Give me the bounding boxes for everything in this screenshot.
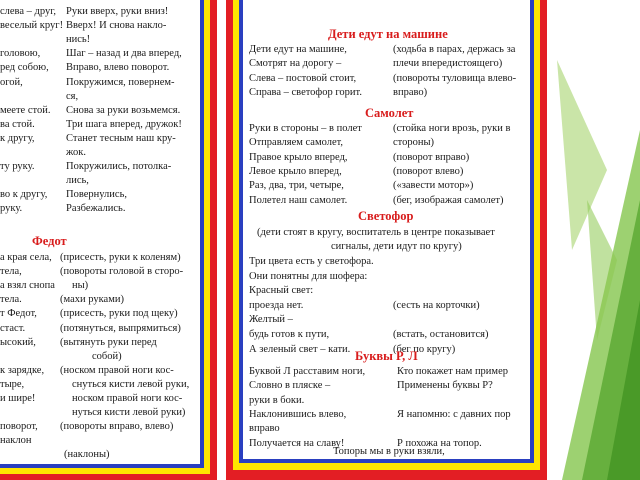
poem-line: ся, bbox=[66, 90, 79, 102]
movement-line: (ходьба в парах, держась за bbox=[393, 44, 516, 55]
poem-line: Покружились, потолка- bbox=[66, 161, 172, 173]
section-title-letters: Буквы Р, Л bbox=[355, 349, 418, 363]
poem-line: Левое крыло вперед, bbox=[249, 165, 342, 177]
poem-line: слева – друг, bbox=[0, 6, 56, 17]
poem-line: Отправляем самолет, bbox=[249, 137, 344, 149]
movement-line: (поворот влево) bbox=[393, 165, 464, 177]
poem-line: Правое крыло вперед, bbox=[249, 151, 348, 163]
poem-line: Три цвета есть у светофора. bbox=[249, 256, 374, 267]
poem-line: нись! bbox=[66, 34, 91, 46]
poem-line: Руки в стороны – в полет bbox=[249, 123, 362, 134]
poem-line: Словно в пляске – bbox=[249, 380, 331, 392]
poem-line: ысокий, bbox=[0, 336, 36, 348]
poem-line: веселый круг! bbox=[0, 20, 64, 32]
poem-line: лись, bbox=[66, 175, 89, 187]
poem-line: т Федот, bbox=[0, 308, 37, 320]
poem-line: проезда нет. bbox=[249, 299, 304, 311]
poem-line: руки в боки. bbox=[249, 394, 305, 406]
poem-line: Станет тесным наш кру- bbox=[66, 132, 176, 144]
movement-line: (махи руками) bbox=[60, 294, 124, 306]
poem-line: тела. bbox=[0, 294, 22, 306]
poem-line: Вверх! И снова накло- bbox=[66, 20, 167, 32]
poem-line: будь готов к пути, bbox=[249, 329, 330, 340]
movement-line: (встать, остановится) bbox=[393, 329, 489, 340]
poem-line: Снова за руки возьмемся. bbox=[66, 104, 181, 116]
poem-line: головою, bbox=[0, 48, 41, 60]
poem-line: тыре, bbox=[0, 378, 25, 390]
poem-line: Руки вверх, руки вниз! bbox=[66, 6, 169, 17]
poem-line: Справа – светофор горит. bbox=[249, 86, 362, 98]
poem-line: поворот, bbox=[0, 421, 38, 433]
fedot-title: Федот bbox=[32, 234, 67, 248]
movement-line: (присесть, руки к коленям) bbox=[60, 252, 181, 263]
movement-line: («завести мотор») bbox=[393, 180, 474, 192]
movement-line: (поворот вправо) bbox=[393, 151, 470, 163]
poem-line: Три шага вперед, дружок! bbox=[66, 118, 182, 130]
movement-line: снуться кисти левой руки, bbox=[72, 378, 190, 390]
section-title-plane: Самолет bbox=[365, 106, 414, 120]
poem-line: Шаг – назад и два вперед, bbox=[66, 48, 182, 60]
poem-line: ред собою, bbox=[0, 62, 49, 74]
poem-line: ту руку. bbox=[0, 161, 35, 173]
poem-line: а края села, bbox=[0, 252, 52, 263]
poem-line: наклон bbox=[0, 435, 32, 447]
movement-line: Применены буквы Р? bbox=[397, 380, 493, 392]
poem-line: Желтый – bbox=[249, 314, 293, 326]
poem-line: Покружимся, повернем- bbox=[66, 76, 175, 88]
movement-line: (наклоны) bbox=[64, 449, 110, 461]
instruction-line: сигналы, дети идут по кругу) bbox=[331, 241, 462, 252]
movement-line: Я напомню: с давних пор bbox=[397, 408, 511, 420]
section-letters-last-line: Топоры мы в руки взяли, bbox=[333, 446, 445, 457]
poem-line: Слева – постовой стоит, bbox=[249, 72, 357, 84]
poem-line: ва стой. bbox=[0, 118, 35, 130]
poem-line: Дети едут на машине, bbox=[249, 44, 347, 55]
movement-line: (сесть на корточки) bbox=[393, 299, 480, 311]
poem-line: к зарядке, bbox=[0, 364, 45, 376]
poem-line: вправо bbox=[249, 423, 280, 435]
poem-line: Разбежались. bbox=[66, 203, 126, 215]
movement-line: (повороты туловища влево- bbox=[393, 72, 517, 84]
poem-line: к другу, bbox=[0, 132, 35, 144]
poem-line: и шире! bbox=[0, 393, 36, 404]
poem-line: руку. bbox=[0, 203, 23, 215]
left-card-paper bbox=[0, 0, 200, 464]
movement-line: носком правой ноги кос- bbox=[72, 393, 183, 404]
section-title-car: Дети едут на машине bbox=[328, 27, 448, 41]
movement-line: вправо) bbox=[393, 86, 428, 98]
poem-line: стаст. bbox=[0, 322, 26, 334]
poem-line: Красный свет: bbox=[249, 285, 314, 297]
left-rhyme-card bbox=[0, 0, 217, 480]
movement-line: (бег, изображая самолет) bbox=[393, 194, 504, 206]
poem-line: Вправо, влево поворот. bbox=[66, 62, 170, 74]
movement-line: Кто покажет нам пример bbox=[397, 366, 508, 377]
instruction-line: (дети стоят в кругу, воспитатель в центре показывает bbox=[257, 227, 495, 238]
poem-line: Раз, два, три, четыре, bbox=[249, 180, 344, 192]
poem-line: А зеленый свет – кати. bbox=[249, 343, 351, 355]
poem-line: Полетел наш самолет. bbox=[249, 194, 348, 206]
poem-line: тела, bbox=[0, 266, 22, 278]
poem-line: во к другу, bbox=[0, 189, 48, 201]
poem-line: жок. bbox=[66, 147, 86, 158]
movement-line: (стойка ноги врозь, руки в bbox=[393, 123, 511, 134]
movement-line: стороны) bbox=[393, 137, 435, 149]
movement-line: (присесть, руки под щеку) bbox=[60, 308, 178, 320]
right-rhyme-card bbox=[226, 0, 547, 480]
movement-line: (вытянуть руки перед bbox=[60, 336, 157, 348]
poem-line: Наклонившись влево, bbox=[249, 408, 347, 420]
movement-line: (носком правой ноги кос- bbox=[60, 364, 174, 376]
poem-line: огой, bbox=[0, 76, 23, 88]
poem-line: Смотрят на дорогу – bbox=[249, 58, 342, 70]
poem-line: Получается на славу! bbox=[249, 437, 345, 449]
movement-line: (бег по кругу) bbox=[393, 343, 456, 355]
poem-line: Они понятны для шофера: bbox=[249, 270, 368, 282]
movement-line: ны) bbox=[72, 280, 89, 292]
poem-line: Повернулись, bbox=[66, 189, 127, 201]
poem-line: меете стой. bbox=[0, 104, 51, 116]
poem-line: а взял снопа bbox=[0, 280, 55, 292]
movement-line: плечи впередистоящего) bbox=[393, 58, 503, 70]
movement-line: (повороты вправо, влево) bbox=[60, 421, 174, 433]
right-card-paper bbox=[243, 0, 530, 459]
movement-line: собой) bbox=[92, 350, 122, 362]
section-title-trafficlight: Светофор bbox=[358, 209, 414, 223]
poem-line: Буквой Л расставим ноги, bbox=[249, 366, 366, 377]
green-slide-decoration bbox=[547, 0, 640, 480]
movement-line: нуться кисти левой руки) bbox=[72, 407, 186, 419]
movement-line: (потянуться, выпрямиться) bbox=[60, 322, 181, 334]
movement-line: (повороты головой в сторо- bbox=[60, 266, 184, 278]
movement-line: Р похожа на топор. bbox=[397, 437, 482, 449]
